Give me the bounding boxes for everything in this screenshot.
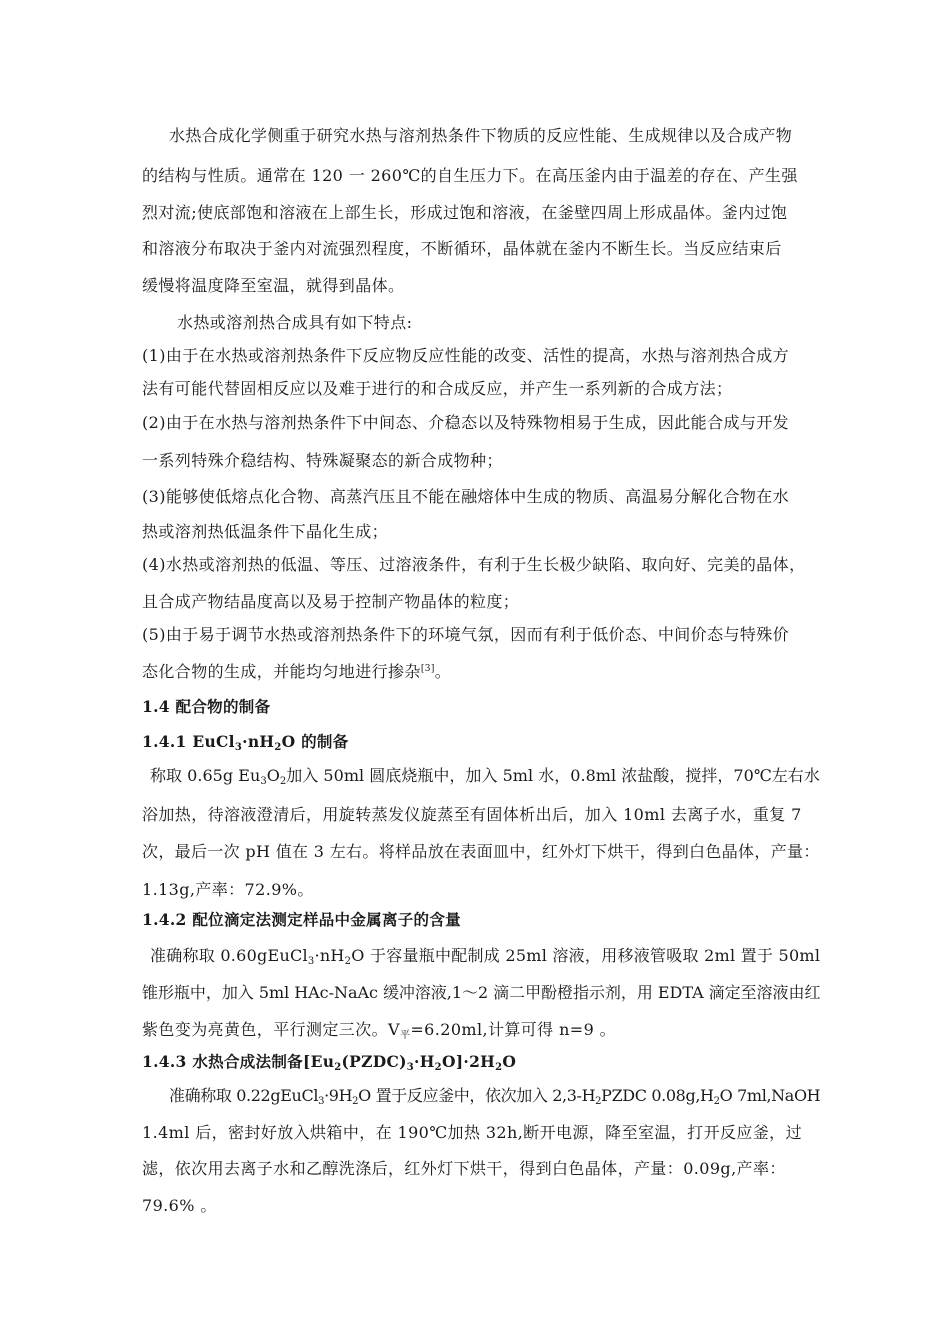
s142-l3-b: =6.20ml,计算可得 n=9 。 xyxy=(410,1020,617,1039)
feature-line-6: 热或溶剂热低温条件下晶化生成； xyxy=(142,522,389,541)
feature-line-8: 且合成产物结晶度高以及易于控制产物晶体的粒度； xyxy=(142,592,520,611)
s143-line-1 xyxy=(169,1086,820,1106)
intro-line-5: 缓慢将温度降至室温，就得到晶体。 xyxy=(142,276,405,295)
intro-line-2: 的结构与性质。通常在 120 一 260℃的自生压力下。在高压釜内由于温差的存在、产生强 xyxy=(142,166,798,185)
s143-t-sub3: 2 xyxy=(434,1062,442,1073)
s143-l1-a: 准确称取 0.22gEuCl xyxy=(169,1086,319,1105)
s141-title-a: 1.4.1 EuCl xyxy=(142,732,235,751)
s141-l1-sub2: 2 xyxy=(279,776,287,787)
s143-t-a: 1.4.3 水热合成法制备[Eu xyxy=(142,1052,335,1071)
section-1-4-title: 1.4 配合物的制备 xyxy=(142,697,271,716)
s143-t-d: O]·2H xyxy=(441,1052,496,1071)
s142-l1-c: O 于容量瓶中配制成 25ml 溶液，用移液管吸取 2ml 置于 50ml xyxy=(351,946,821,965)
s143-line-3: 滤，依次用去离子水和乙醇洗涤后，红外灯下烘干，得到白色晶体，产量：0.09g,产率： xyxy=(142,1159,786,1178)
section-1-4-2-title: 1.4.2 配位滴定法测定样品中金属离子的含量 xyxy=(142,910,461,929)
s143-line-2: 1.4ml 后，密封好放入烘箱中，在 190℃加热 32h,断开电源，降至室温，打开反应釜，过 xyxy=(142,1123,802,1142)
s143-t-c: ·H xyxy=(414,1052,435,1071)
intro-line-4: 和溶液分布取决于釜内对流强烈程度，不断循环，晶体就在釜内不断生长。当反应结束后 xyxy=(142,239,782,258)
s141-title-sub1: 3 xyxy=(234,742,243,753)
s142-line-1 xyxy=(150,946,820,966)
s143-t-sub2: 3 xyxy=(406,1062,415,1073)
s141-title-sub2: 2 xyxy=(274,742,282,753)
feature-line-2: 法有可能代替固相反应以及难于进行的和合成反应，并产生一系列新的合成方法； xyxy=(142,379,733,398)
intro-line-3: 烈对流;使底部饱和溶液在上部生长，形成过饱和溶液，在釜壁四周上形成晶体。釜内过饱 xyxy=(142,203,788,222)
s141-l1-sub1: 3 xyxy=(260,776,267,787)
citation-ref: [3] xyxy=(420,664,435,674)
feature-last-text: 态化合物的生成，并能均匀地进行掺杂 xyxy=(142,662,421,681)
s141-l1-c: 加入 50ml 圆底烧瓶中，加入 5ml 水，0.8ml 浓盐酸，搅拌，70℃左右水 xyxy=(286,766,820,785)
s143-l1-sub2: 2 xyxy=(352,1096,359,1107)
s142-l1-sub2: 2 xyxy=(344,956,352,967)
s141-l1-a: 称取 0.65g Eu xyxy=(150,766,261,785)
s143-l1-sub3: 2 xyxy=(595,1096,602,1107)
s143-t-sub4: 2 xyxy=(495,1062,503,1073)
feature-line-1: (1)由于在水热或溶剂热条件下反应物反应性能的改变、活性的提高，水热与溶剂热合成方 xyxy=(142,346,790,365)
s142-line-2: 锥形瓶中，加入 5ml HAc-NaAc 缓冲溶液,1～2 滴二甲酚橙指示剂，用 EDTA 滴定至溶液由红 xyxy=(142,983,821,1002)
s143-l1-sub1: 3 xyxy=(318,1096,325,1107)
features-heading: 水热或溶剂热合成具有如下特点: xyxy=(177,313,413,332)
intro-line-1: 水热合成化学侧重于研究水热与溶剂热条件下物质的反应性能、生成规律以及合成产物 xyxy=(169,126,793,145)
s143-l1-d: PZDC 0.08g,H xyxy=(601,1086,714,1105)
s142-l1-a: 准确称取 0.60gEuCl xyxy=(150,946,308,965)
s143-l1-e: O 7ml,NaOH xyxy=(719,1086,821,1105)
s141-line-4: 1.13g,产率：72.9%。 xyxy=(142,880,314,899)
feature-last-end: 。 xyxy=(434,662,452,681)
feature-line-10 xyxy=(142,662,451,682)
s143-l1-c: O 置于反应釜中，依次加入 2,3-H xyxy=(358,1086,596,1105)
feature-line-4: 一系列特殊介稳结构、特殊凝聚态的新合成物种； xyxy=(142,451,503,470)
s142-l3-a: 紫色变为亮黄色，平行测定三次。V xyxy=(142,1020,400,1039)
s142-l1-sub1: 3 xyxy=(307,956,315,967)
s143-t-e: O xyxy=(502,1052,517,1071)
s141-title-b: ·nH xyxy=(242,732,275,751)
s141-l1-b: O xyxy=(266,766,280,785)
s143-line-4: 79.6% 。 xyxy=(142,1196,217,1215)
section-1-4-3-title xyxy=(142,1052,516,1072)
s143-l1-b: ·9H xyxy=(324,1086,353,1105)
s142-l3-sub: 平 xyxy=(399,1030,411,1041)
feature-line-3: (2)由于在水热与溶剂热条件下中间态、介稳态以及特殊物相易于生成，因此能合成与开发 xyxy=(142,413,790,432)
s141-title-c: O 的制备 xyxy=(281,732,349,751)
s142-line-3 xyxy=(142,1020,616,1040)
s143-l1-sub4: 2 xyxy=(713,1096,720,1107)
section-1-4-1-title xyxy=(142,732,349,752)
s141-line-2: 浴加热，待溶液澄清后，用旋转蒸发仪旋蒸至有固体析出后，加入 10ml 去离子水，重复 7 xyxy=(142,805,802,824)
s143-t-b: (PZDC) xyxy=(341,1052,407,1071)
feature-line-9: (5)由于易于调节水热或溶剂热条件下的环境气氛，因而有利于低价态、中间价态与特殊价 xyxy=(142,625,790,644)
s143-t-sub1: 2 xyxy=(334,1062,342,1073)
s141-line-3: 次，最后一次 pH 值在 3 左右。将样品放在表面皿中，红外灯下烘干，得到白色晶体，产量： xyxy=(142,842,820,861)
feature-line-7: (4)水热或溶剂热的低温、等压、过溶液条件，有利于生长极少缺陷、取向好、完美的晶体， xyxy=(142,555,806,574)
s142-l1-b: ·nH xyxy=(314,946,345,965)
feature-line-5: (3)能够使低熔点化合物、高蒸汽压且不能在融熔体中生成的物质、高温易分解化合物在水 xyxy=(142,487,790,506)
s141-line-1 xyxy=(150,766,820,786)
